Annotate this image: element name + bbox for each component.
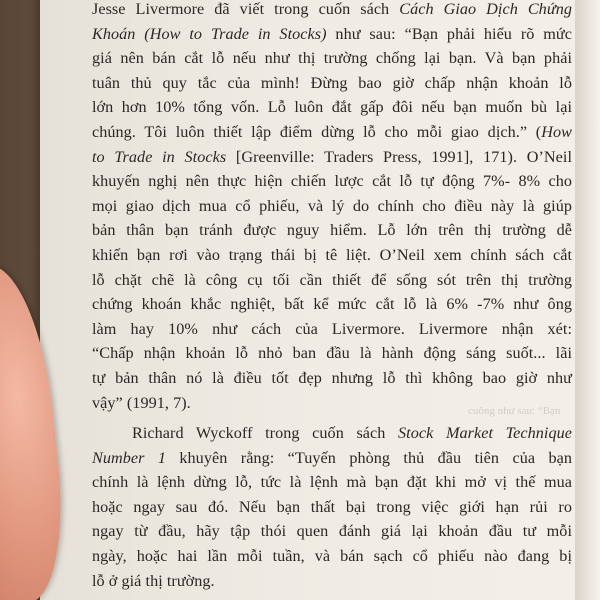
text-line: lớn hơn 10% tổng vốn. Lỗ luôn đắt gấp đôi nếu bạn muốn bù lại [92, 98, 572, 117]
text-line: chứng khoán khắc nghiệt, bất kể mức cắt lỗ là 6% -7% như ông [92, 295, 572, 314]
text-line: tự bản thân nó là điều tốt đẹp nhưng lỗ thì không bao giờ như [92, 368, 572, 387]
text-line: chúng. Tôi luôn thiết lập điểm dừng lỗ cho mỗi giao dịch.” (How [92, 122, 572, 141]
text-line: lỗ chặt chẽ là công cụ tối cần thiết để sống sót trên thị trường [92, 270, 572, 289]
text-line: khiến bạn rơi vào trạng thái bị tê liệt. O’Neil xem chính sách cắt [92, 245, 572, 264]
text-line: Richard Wyckoff trong cuốn sách Stock Market Technique [132, 424, 572, 443]
text-line: hoặc ngay sau đó. Nếu bạn thất bại trong việc giới hạn rủi ro [92, 497, 572, 516]
text-line: Jesse Livermore đã viết trong cuốn sách Cách Giao Dịch Chứng [92, 0, 572, 18]
paragraph-2 [92, 421, 572, 593]
text-line: lỗ ở giá thị trường. [92, 571, 215, 590]
text-line: bản thân bạn tránh được nguy hiểm. Lỗ lớn trên thị trường dễ [92, 221, 572, 240]
bleed-through-text: cuông như sau: “Bạn [468, 405, 561, 417]
text-line: ngay từ đầu, hãy tập thói quen đánh giá lại khoản đầu tư mỗi [92, 522, 572, 541]
text-line: tuân thủ quy tắc của mình! Đừng bao giờ chấp nhận khoản lỗ [92, 73, 572, 92]
paragraph-1 [92, 0, 572, 415]
text-line: giá nên bán cắt lỗ nếu như thị trường chống lại bạn. Và bạn phải [92, 49, 572, 68]
text-line: Number 1 khuyên rằng: “Tuyến phòng thủ đầu tiên của bạn [92, 448, 572, 467]
text-line: “Chấp nhận khoản lỗ nhỏ ban đầu là hành động sáng suốt... lãi [92, 344, 572, 363]
text-line: chính là lệnh dừng lỗ, tức là lệnh mà bạn đặt khi mở vị thế mua [92, 473, 572, 492]
text-line: Khoán (How to Trade in Stocks) như sau: “Bạn phải hiểu rõ mức [92, 24, 572, 43]
text-line: to Trade in Stocks [Greenville: Traders Press, 1991], 171). O’Neil [92, 147, 572, 166]
page-text [92, 0, 572, 593]
text-line: vậy” (1991, 7). [92, 393, 191, 412]
text-line: ngày, hoặc hai lần mỗi tuần, và bán sạch cổ phiếu nào đang bị [92, 547, 572, 566]
text-line: khuyến nghị nên thực hiện chiến lược cắt lỗ tự động 7%- 8% cho [92, 172, 572, 191]
page-edge [575, 0, 600, 600]
text-line: mọi giao dịch mua cổ phiếu, và lý do chính cho điều này là giúp [92, 196, 572, 215]
text-line: làm hay 10% như cách của Livermore. Livermore nhận xét: [92, 319, 572, 338]
